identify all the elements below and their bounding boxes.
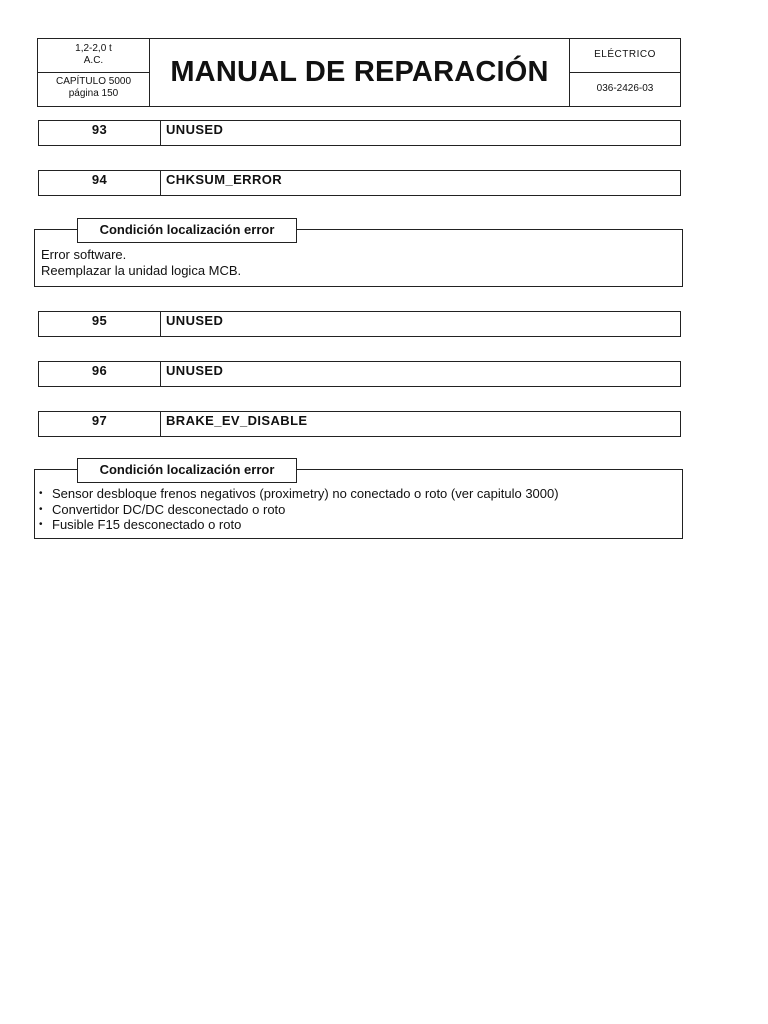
error-code-row xyxy=(38,311,681,337)
condition-line: Error software. xyxy=(41,247,127,262)
bullet-icon: • xyxy=(39,519,43,530)
error-code-number: 97 xyxy=(39,412,161,436)
list-item-text: Sensor desbloque frenos negativos (proximetry) no conectado o roto (ver capitulo 3000) xyxy=(52,486,559,501)
condition-label: Condición localización error xyxy=(77,218,297,243)
document-number: 036-2426-03 xyxy=(569,73,680,106)
document-title: MANUAL DE REPARACIÓN xyxy=(170,56,549,88)
page-label: página 150 xyxy=(68,88,119,99)
chapter-cell xyxy=(38,73,150,106)
model-capacity: 1,2-2,0 t xyxy=(75,43,112,54)
error-code-row xyxy=(38,170,681,196)
condition-body xyxy=(41,247,676,278)
error-code-number: 96 xyxy=(39,362,161,386)
list-item xyxy=(39,517,676,533)
troubleshooting-condition-box xyxy=(34,222,683,287)
error-code-name: UNUSED xyxy=(166,313,224,328)
list-item-text: Convertidor DC/DC desconectado o roto xyxy=(52,501,286,517)
section-label: ELÉCTRICO xyxy=(569,39,680,73)
bullet-icon: • xyxy=(39,488,43,499)
document-header xyxy=(37,38,681,107)
error-code-number: 93 xyxy=(39,121,161,145)
list-item xyxy=(39,502,676,518)
error-code-number: 94 xyxy=(39,171,161,195)
list-item xyxy=(39,486,676,502)
condition-label: Condición localización error xyxy=(77,458,297,483)
error-code-row xyxy=(38,411,681,437)
condition-line: Reemplazar la unidad logica MCB. xyxy=(41,262,242,278)
error-code-name: UNUSED xyxy=(166,363,224,378)
condition-list xyxy=(39,486,676,533)
condition-body xyxy=(39,486,676,533)
model-cell xyxy=(38,39,150,73)
list-item-text: Fusible F15 desconectado o roto xyxy=(52,517,242,532)
error-code-name: CHKSUM_ERROR xyxy=(166,172,283,187)
error-code-number: 95 xyxy=(39,312,161,336)
troubleshooting-condition-box xyxy=(34,462,683,539)
error-code-name: BRAKE_EV_DISABLE xyxy=(166,413,308,428)
error-code-name: UNUSED xyxy=(166,122,224,137)
error-code-row xyxy=(38,361,681,387)
chapter-label: CAPÍTULO 5000 xyxy=(55,76,132,87)
bullet-icon: • xyxy=(39,503,43,515)
error-code-row xyxy=(38,120,681,146)
model-type: A.C. xyxy=(83,55,104,66)
